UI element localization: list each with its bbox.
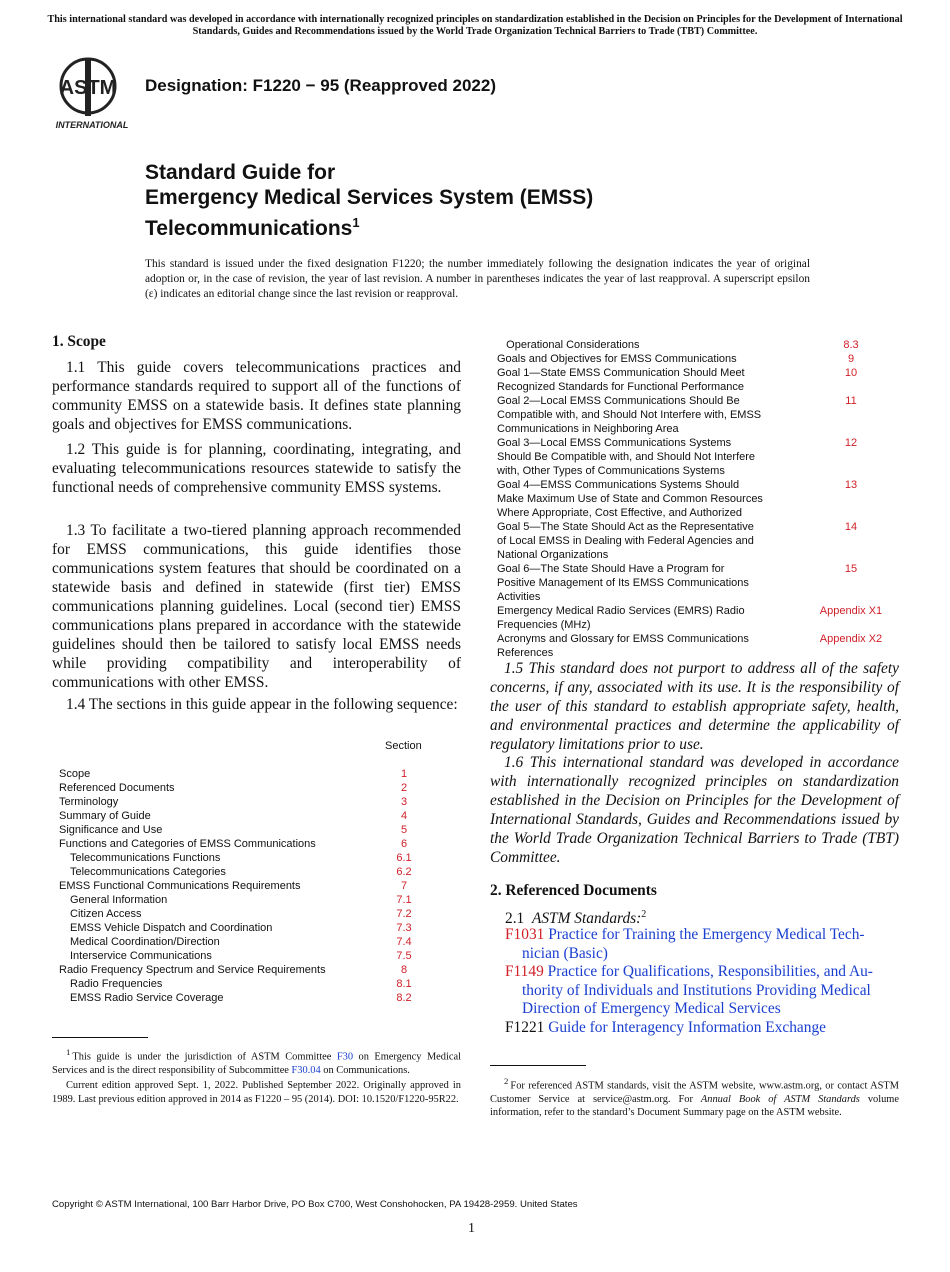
toc-label: Goal 1—State EMSS Communication Should Meet Recognized Standards for Functional Performance	[497, 367, 745, 393]
standard-code-link[interactable]: F1149	[505, 963, 544, 980]
reference-item	[505, 1019, 900, 1038]
subcommittee-link[interactable]: F30.04	[291, 1064, 321, 1076]
toc-row	[59, 893, 429, 907]
toc-row	[59, 781, 429, 795]
committee-link[interactable]: F30	[336, 1051, 354, 1063]
toc-row	[497, 478, 897, 520]
toc-row	[497, 562, 897, 604]
footnote-1: $^1$ This guide is under the jurisdiction of ASTM Committee F30 on Emergency Medical Services and is the direct responsibility of Subcommittee F30.04 on Communications. Current edition approved Sept. 1, 2022. Published September 2022. Originally approved in 1989. Last previous edition approved in 2014 as F1220 – 95 (2014). DOI: 10.1520/F1220-95R22.	[52, 1047, 461, 1105]
toc-label: Goals and Objectives for EMSS Communications	[497, 353, 737, 365]
toc-label: Goal 3—Local EMSS Communications Systems Should Be Compatible with, and Should Not Interfere with, Other Types of Communications Systems	[497, 437, 756, 477]
svg-text:ASTM: ASTM	[59, 77, 117, 99]
standard-title-link[interactable]: Practice for Training the Emergency Medical Tech-	[548, 926, 865, 943]
toc-section-link[interactable]: 7.1	[396, 894, 412, 906]
scope-1-3: 1.3 To facilitate a two-tiered planning approach recommended for EMSS communications, this guide identifies those communications system features that should be coordinated on a statewide basis and defined in statewide (first tier) EMSS communications planning guidelines. Local (second tier) EMSS communications plans prepared in accordance with the statewide guidelines should then be tailored to satisfy local EMSS needs while providing compatibility and interoperability of communications with other EMSS.	[52, 522, 461, 691]
toc-section-header: Section	[385, 740, 422, 752]
astm-standards-label: 2.1 ASTM Standards:$^2$	[505, 909, 647, 928]
toc-label: Goal 2—Local EMSS Communications Should Be Compatible with, and Should Not Interfere with, EMSS Communications in Neighboring Area	[497, 395, 762, 435]
scope-1-1: 1.1 This guide covers telecommunications practices and performance standards required to support all of the functions of community EMSS on a statewide basis. It defines state planning goals and objectives for EMSS communications.	[52, 359, 461, 433]
toc-label: Radio Frequency Spectrum and Service Requirements	[59, 964, 326, 976]
toc-row	[59, 879, 429, 893]
toc-section-link[interactable]: 7.5	[396, 950, 412, 962]
toc-row	[497, 366, 897, 394]
toc-row	[497, 338, 897, 352]
footnote-rule-2	[490, 1065, 586, 1066]
toc-label: EMSS Vehicle Dispatch and Coordination	[70, 922, 273, 934]
toc-label: Referenced Documents	[59, 782, 175, 794]
toc-label: Summary of Guide	[59, 810, 151, 822]
toc-row	[497, 604, 897, 632]
toc-section-link[interactable]: 7.2	[396, 908, 412, 920]
toc-row	[497, 352, 897, 366]
standard-code-link[interactable]: F1221	[505, 1018, 545, 1036]
toc-section-link[interactable]: 3	[400, 796, 408, 808]
toc-row	[59, 837, 429, 851]
toc-label: Goal 5—The State Should Act as the Representative of Local EMSS in Dealing with Federal Agencies and National Organizations	[497, 521, 754, 561]
toc-label: Goal 4—EMSS Communications Systems Should Make Maximum Use of State and Common Resources Where Appropriate, Cost Effective, and Authorized	[497, 479, 763, 519]
toc-section-link[interactable]: 6.1	[396, 852, 412, 864]
toc-section-link[interactable]: 12	[844, 437, 858, 449]
toc-label: Significance and Use	[59, 824, 163, 836]
toc-row	[59, 935, 429, 949]
toc-section-link[interactable]: Appendix X1	[819, 605, 883, 617]
issued-note: This standard is issued under the fixed designation F1220; the number immediately following the designation indicates the year of original adoption or, in the case of revision, the year of last revision. A number in parentheses indicates the year of last reapproval. A superscript epsilon (ε) indicates an editorial change since the last revision or reapproval.	[145, 258, 810, 300]
toc-section-link[interactable]: 7.3	[396, 922, 412, 934]
reference-item	[505, 926, 900, 963]
toc-section-link[interactable]: 1	[400, 768, 408, 780]
standard-title-link[interactable]: Practice for Qualifications, Responsibilities, and Au-	[547, 963, 873, 980]
toc-section-link[interactable]: 8.2	[396, 992, 412, 1004]
toc-right	[497, 338, 897, 660]
toc-label: Functions and Categories of EMSS Communications	[59, 838, 316, 850]
toc-section-link[interactable]: 8.1	[396, 978, 412, 990]
toc-label: Medical Coordination/Direction	[70, 936, 220, 948]
toc-section-link[interactable]: 2	[400, 782, 408, 794]
toc-section-link[interactable]: 6	[400, 838, 408, 850]
toc-label: General Information	[70, 894, 168, 906]
top-notice: This international standard was developed in accordance with internationally recognized principles on standardization established in the Decision on Principles for the Development of International Standards, Guides and Recommendations issued by the World Trade Organization Technical Barriers to Trade (TBT) Committee.	[47, 14, 903, 37]
refdocs-heading: 2. Referenced Documents	[490, 882, 657, 899]
reference-list	[505, 926, 900, 1037]
toc-row	[59, 991, 429, 1005]
reference-item	[505, 963, 900, 1019]
scope-1-5: 1.5 This standard does not purport to address all of the safety concerns, if any, associated with its use. It is the responsibility of the user of this standard to establish appropriate safety, health, and environmental practices and determine the applicability of regulatory limitations prior to use.	[490, 660, 899, 753]
scope-1-6: 1.6 This international standard was developed in accordance with internationally recognized principles on standardization established in the Decision on Principles for the Development of International Standards, Guides and Recommendations issued by the World Trade Organization Technical Barriers to Trade (TBT) Committee.	[490, 754, 899, 866]
toc-label: Scope	[59, 768, 91, 780]
toc-row	[59, 949, 429, 963]
footnote-2: $^2$ For referenced ASTM standards, visit the ASTM website, www.astm.org, or contact ASTM Customer Service at service@astm.org. For Annual Book of ASTM Standards volume information, refer to the standard’s Document Summary page on the ASTM website.	[490, 1076, 899, 1119]
toc-row	[59, 977, 429, 991]
document-title: Standard Guide for Emergency Medical Services System (EMSS) Telecommunications$^1$	[145, 161, 594, 240]
standard-title-link[interactable]: thority of Individuals and Institutions Providing Medical	[522, 981, 871, 999]
toc-section-link[interactable]: 11	[845, 395, 857, 407]
toc-section-link[interactable]: Appendix X2	[819, 633, 883, 645]
toc-label: Radio Frequencies	[70, 978, 163, 990]
toc-label: EMSS Radio Service Coverage	[70, 992, 224, 1004]
toc-section-link[interactable]: 7.4	[396, 936, 412, 948]
toc-row	[497, 436, 897, 478]
toc-row	[59, 921, 429, 935]
toc-label: Emergency Medical Radio Services (EMRS) Radio Frequencies (MHz)	[497, 605, 745, 631]
toc-label: Operational Considerations	[497, 339, 640, 351]
toc-label: Telecommunications Categories	[70, 866, 226, 878]
toc-section-link[interactable]: 5	[400, 824, 408, 836]
toc-section-link[interactable]: 14	[844, 521, 858, 533]
toc-section-link[interactable]: 15	[844, 563, 858, 575]
toc-label: Telecommunications Functions	[70, 852, 221, 864]
toc-row	[59, 851, 429, 865]
toc-section-link[interactable]: 7	[400, 880, 408, 892]
astm-logo	[52, 56, 134, 132]
scope-heading: 1. Scope	[52, 333, 106, 350]
designation: Designation: F1220 − 95 (Reapproved 2022)	[145, 76, 496, 95]
copyright: Copyright © ASTM International, 100 Barr Harbor Drive, PO Box C700, West Conshohocken, PA 19428-2959. United States	[52, 1199, 578, 1210]
toc-section-link[interactable]: 10	[844, 367, 858, 379]
toc-label: EMSS Functional Communications Requirements	[59, 880, 301, 892]
toc-section-link[interactable]: 8	[400, 964, 408, 976]
toc-row	[497, 632, 897, 660]
toc-row	[59, 795, 429, 809]
toc-row	[497, 520, 897, 562]
footnote-rule	[52, 1037, 148, 1038]
toc-row	[59, 907, 429, 921]
toc-label: Terminology	[59, 796, 119, 808]
toc-row	[59, 767, 429, 781]
toc-section-link[interactable]: 4	[400, 810, 408, 822]
svg-text:INTERNATIONAL: INTERNATIONAL	[55, 120, 129, 130]
toc-row	[59, 963, 429, 977]
page-number: 1	[468, 1221, 475, 1236]
toc-row	[59, 823, 429, 837]
toc-label: Acronyms and Glossary for EMSS Communications References	[497, 633, 749, 659]
standard-title-link[interactable]: nician (Basic)	[522, 944, 608, 962]
toc-label: Citizen Access	[70, 908, 142, 920]
toc-section-link[interactable]: 9	[847, 353, 855, 365]
toc-row	[59, 865, 429, 879]
scope-1-4: 1.4 The sections in this guide appear in the following sequence:	[66, 696, 458, 713]
scope-1-2: 1.2 This guide is for planning, coordinating, integrating, and evaluating telecommunications resources statewide to satisfy the functional needs of comprehensive community EMSS systems.	[52, 441, 461, 496]
toc-row	[497, 394, 897, 436]
toc-section-link[interactable]: 6.2	[396, 866, 412, 878]
toc-label: Goal 6—The State Should Have a Program for Positive Management of Its EMSS Communications Activities	[497, 563, 749, 603]
toc-section-link[interactable]: 8.3	[843, 339, 859, 351]
toc-left	[59, 767, 429, 1005]
standard-title-link[interactable]: Direction of Emergency Medical Services	[522, 1000, 781, 1017]
toc-label: Interservice Communications	[70, 950, 212, 962]
toc-row	[59, 809, 429, 823]
toc-section-link[interactable]: 13	[844, 479, 858, 491]
standard-code-link[interactable]: F1031	[505, 926, 545, 943]
standard-title-link[interactable]: Guide for Interagency Information Exchange	[548, 1018, 826, 1036]
